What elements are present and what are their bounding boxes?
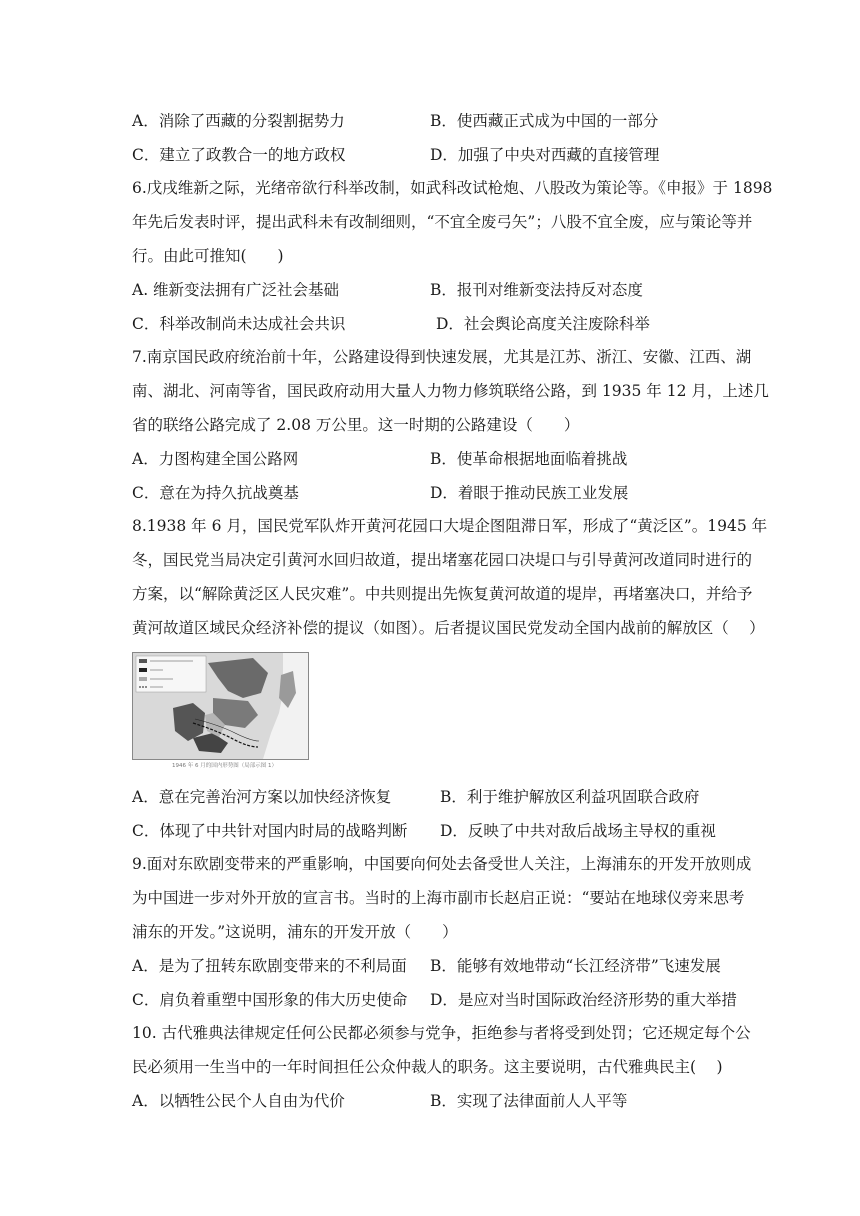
- q9-stem-line-2: 为中国进一步对外开放的宣言书。当时的上海市副市长赵启正说：“要站在地球仪旁来思考: [132, 889, 745, 907]
- q5-option-b[interactable]: B．使西藏正式成为中国的一部分: [430, 112, 659, 130]
- q5-option-a[interactable]: A．消除了西藏的分裂割据势力: [132, 112, 345, 130]
- q7-option-c[interactable]: C．意在为持久抗战奠基: [132, 484, 299, 502]
- q6-stem-line-3: 行。由此可推知( ): [132, 247, 284, 265]
- q8-option-d[interactable]: D．反映了中共对敌后战场主导权的重视: [440, 822, 716, 840]
- q6-option-c[interactable]: C．科举改制尚未达成社会共识: [132, 315, 346, 333]
- q6-option-b[interactable]: B．报刊对维新变法持反对态度: [430, 281, 643, 299]
- q5-option-d[interactable]: D．加强了中央对西藏的直接管理: [430, 146, 660, 164]
- q8-stem-line-3: 方案，以“解除黄泛区人民灾难”。中共则提出先恢复黄河故道的堤岸，再堵塞决口，并给予: [132, 585, 753, 603]
- q10-option-a[interactable]: A．以牺牲公民个人自由为代价: [132, 1092, 345, 1110]
- q8-stem-line-2: 冬，国民党当局决定引黄河水回归故道，提出堵塞花园口决堤口与引导黄河改道同时进行的: [132, 551, 753, 569]
- q7-option-a[interactable]: A．力图构建全国公路网: [132, 450, 299, 468]
- q9-option-b[interactable]: B．能够有效地带动“长江经济带”飞速发展: [430, 957, 721, 975]
- q8-option-a[interactable]: A．意在完善治河方案以加快经济恢复: [132, 788, 392, 806]
- q8-option-b[interactable]: B．利于维护解放区利益巩固联合政府: [440, 788, 700, 806]
- q10-stem-line-1: 10. 古代雅典法律规定任何公民都必须参与党争，拒绝参与者将受到处罚；它还规定每个公: [132, 1024, 751, 1042]
- q10-option-b[interactable]: B．实现了法律面前人人平等: [430, 1092, 628, 1110]
- q8-option-c[interactable]: C．体现了中共针对国内时局的战略判断: [132, 822, 408, 840]
- q7-stem-line-2: 南、湖北、河南等省，国民政府动用大量人力物力修筑联络公路，到 1935 年 12 月，上述几: [132, 382, 769, 400]
- q9-stem-line-3: 浦东的开发。”这说明，浦东的开发开放（ ）: [132, 923, 458, 941]
- q8-map-caption: 1946 年 6 月的国内形势图（局部示图 1）: [172, 763, 277, 769]
- q7-option-d[interactable]: D．着眼于推动民族工业发展: [430, 484, 629, 502]
- q6-option-d[interactable]: D．社会舆论高度关注废除科举: [436, 315, 650, 333]
- q7-option-b[interactable]: B．使革命根据地面临着挑战: [430, 450, 628, 468]
- q7-stem-line-1: 7.南京国民政府统治前十年，公路建设得到快速发展，尤其是江苏、浙江、安徽、江西、湖: [132, 348, 752, 366]
- q9-option-d[interactable]: D．是应对当时国际政治经济形势的重大举措: [430, 991, 737, 1009]
- q5-option-c[interactable]: C．建立了政教合一的地方政权: [132, 146, 346, 164]
- q6-stem-line-1: 6.戊戌维新之际，光绪帝欲行科举改制，如武科改试枪炮、八股改为策论等。《申报》于 1898: [132, 179, 773, 197]
- q6-stem-line-2: 年先后发表时评，提出武科未有改制细则，“不宜全废弓矢”；八股不宜全废，应与策论等并: [132, 213, 753, 231]
- q9-stem-line-1: 9.面对东欧剧变带来的严重影响，中国要向何处去备受世人关注，上海浦东的开发开放则成: [132, 855, 752, 873]
- q8-stem-line-4: 黄河故道区域民众经济补偿的提议（如图）。后者提议国民党发动全国内战前的解放区（ ）: [132, 619, 765, 637]
- q8-map-figure: [132, 652, 309, 760]
- q6-option-a[interactable]: A. 维新变法拥有广泛社会基础: [132, 281, 340, 299]
- q8-stem-line-1: 8.1938 年 6 月，国民党军队炸开黄河花园口大堤企图阻滞日军，形成了“黄泛区”。1945 年: [132, 517, 768, 535]
- q9-option-c[interactable]: C．肩负着重塑中国形象的伟大历史使命: [132, 991, 408, 1009]
- q10-stem-line-2: 民必须用一生当中的一年时间担任公众仲裁人的职务。这主要说明，古代雅典民主( ): [132, 1058, 723, 1076]
- q9-option-a[interactable]: A．是为了扭转东欧剧变带来的不利局面: [132, 957, 407, 975]
- q7-stem-line-3: 省的联络公路完成了 2.08 万公里。这一时期的公路建设（ ）: [132, 416, 580, 434]
- map-graphic: [133, 653, 308, 759]
